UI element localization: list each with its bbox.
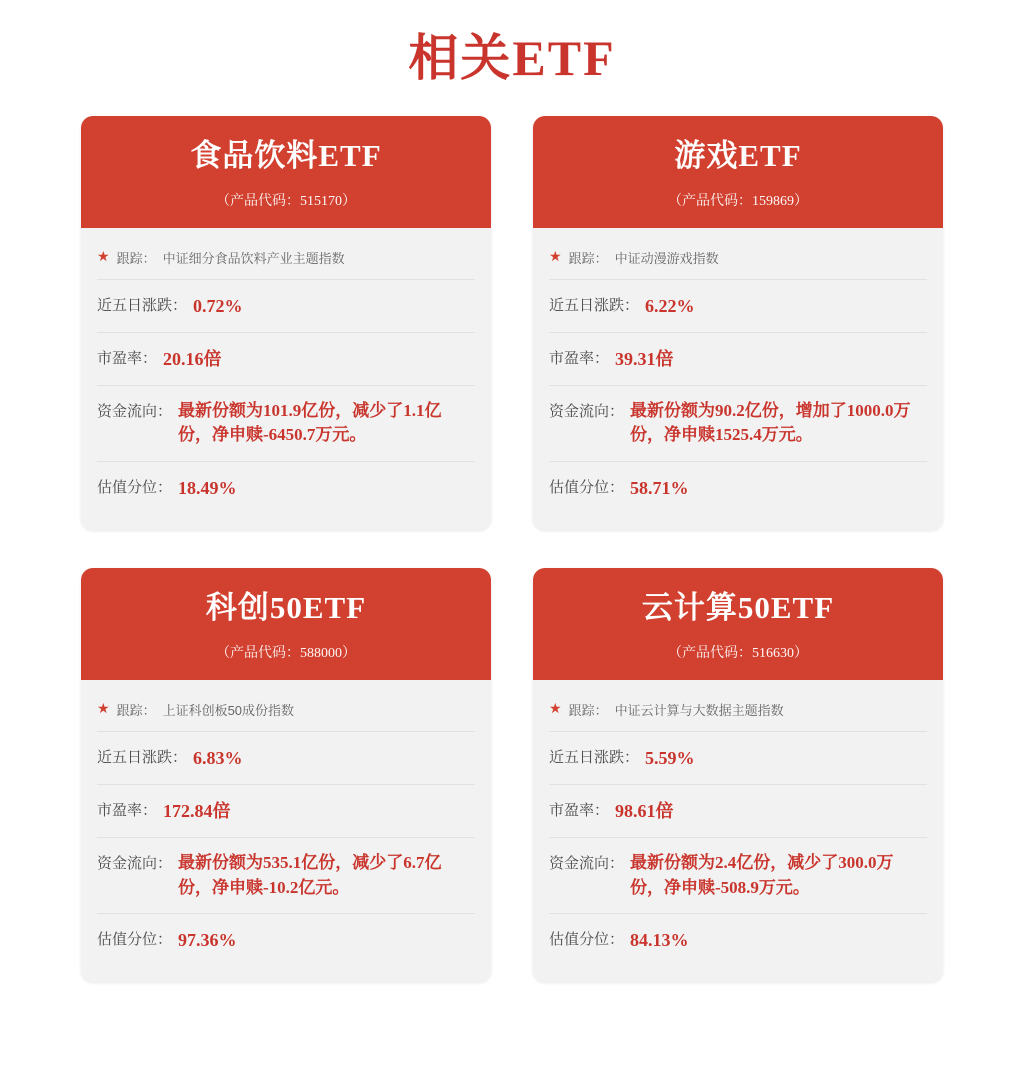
code-suffix: ） — [794, 193, 808, 209]
etf-flow-row — [97, 838, 475, 914]
star-icon: ★ — [97, 699, 110, 716]
flow-label: 资金流向： — [549, 402, 625, 420]
etf-name: 游戏ETF — [674, 138, 802, 173]
flow-label: 资金流向： — [97, 402, 173, 420]
code-suffix: ） — [342, 645, 356, 661]
valuation-label: 估值分位： — [97, 931, 173, 949]
code-value: 516630 — [752, 645, 794, 661]
change-value: 6.22% — [645, 295, 695, 316]
etf-name: 云计算50ETF — [641, 590, 835, 626]
etf-card-body — [533, 228, 943, 531]
etf-pe-row — [549, 785, 927, 838]
etf-valuation-row — [97, 462, 475, 514]
flow-value: 最新份额为2.4亿份，减少了300.0万份，净申赎-508.9万元。 — [630, 853, 894, 897]
etf-code — [91, 190, 481, 210]
etf-track-row — [97, 694, 475, 732]
pe-label: 市盈率： — [97, 349, 158, 367]
flow-value: 最新份额为535.1亿份，减少了6.7亿份，净申赎-10.2亿元。 — [178, 853, 442, 897]
code-prefix: （产品代码： — [668, 645, 752, 661]
code-value: 588000 — [300, 645, 342, 661]
etf-card-header — [81, 568, 491, 680]
valuation-value: 97.36% — [178, 930, 237, 951]
etf-name: 食品饮料ETF — [190, 138, 382, 173]
etf-change-row — [549, 280, 927, 333]
pe-label: 市盈率： — [549, 349, 610, 367]
etf-track-row — [549, 242, 927, 280]
etf-card[interactable] — [533, 116, 943, 530]
pe-value: 172.84倍 — [163, 800, 231, 821]
etf-valuation-row — [97, 914, 475, 966]
track-label: 跟踪： — [116, 250, 156, 266]
etf-valuation-row — [549, 914, 927, 966]
star-icon: ★ — [549, 699, 562, 716]
etf-card-body — [533, 680, 943, 983]
etf-valuation-row — [549, 462, 927, 514]
etf-change-row — [97, 280, 475, 333]
track-label: 跟踪： — [568, 702, 608, 718]
change-label: 近五日涨跌： — [97, 748, 188, 766]
etf-card-header — [533, 568, 943, 680]
valuation-value: 18.49% — [178, 478, 237, 499]
etf-card-body — [81, 228, 491, 531]
change-value: 5.59% — [645, 747, 695, 768]
code-suffix: ） — [342, 193, 356, 209]
etf-flow-row — [549, 838, 927, 914]
etf-change-row — [97, 732, 475, 785]
etf-card[interactable] — [81, 116, 491, 530]
valuation-value: 84.13% — [630, 930, 689, 951]
etf-card-header — [533, 116, 943, 228]
change-label: 近五日涨跌： — [549, 296, 640, 314]
etf-flow-row — [97, 386, 475, 462]
change-label: 近五日涨跌： — [97, 296, 188, 314]
etf-track-row — [97, 242, 475, 280]
code-prefix: （产品代码： — [216, 645, 300, 661]
etf-track-row — [549, 694, 927, 732]
flow-label: 资金流向： — [97, 855, 173, 873]
change-value: 0.72% — [193, 295, 243, 316]
etf-pe-row — [97, 785, 475, 838]
etf-card[interactable] — [81, 568, 491, 982]
etf-card-body — [81, 680, 491, 983]
code-value: 159869 — [752, 193, 794, 209]
etf-pe-row — [97, 333, 475, 386]
etf-pe-row — [549, 333, 927, 386]
etf-card[interactable] — [533, 568, 943, 982]
track-value: 上证科创板50成份指数 — [162, 702, 295, 718]
track-value: 中证云计算与大数据主题指数 — [614, 702, 784, 718]
etf-code — [91, 642, 481, 662]
change-label: 近五日涨跌： — [549, 748, 640, 766]
etf-flow-row — [549, 386, 927, 462]
code-prefix: （产品代码： — [668, 193, 752, 209]
valuation-label: 估值分位： — [549, 931, 625, 949]
flow-label: 资金流向： — [549, 855, 625, 873]
valuation-label: 估值分位： — [549, 479, 625, 497]
pe-label: 市盈率： — [97, 801, 158, 819]
valuation-label: 估值分位： — [97, 479, 173, 497]
valuation-value: 58.71% — [630, 478, 689, 499]
etf-code — [543, 190, 933, 210]
pe-label: 市盈率： — [549, 801, 610, 819]
page-title: 相关ETF — [408, 30, 616, 86]
track-value: 中证动漫游戏指数 — [614, 250, 719, 266]
etf-code — [543, 642, 933, 662]
etf-card-grid — [0, 116, 1024, 982]
code-value: 515170 — [300, 193, 342, 209]
track-label: 跟踪： — [116, 702, 156, 718]
etf-card-header — [81, 116, 491, 228]
track-label: 跟踪： — [568, 250, 608, 266]
code-prefix: （产品代码： — [216, 193, 300, 209]
code-suffix: ） — [794, 645, 808, 661]
pe-value: 98.61倍 — [615, 800, 674, 821]
track-value: 中证细分食品饮料产业主题指数 — [162, 250, 345, 266]
star-icon: ★ — [97, 247, 110, 264]
flow-value: 最新份额为90.2亿份，增加了1000.0万份，净申赎1525.4万元。 — [630, 400, 911, 445]
star-icon: ★ — [549, 247, 562, 264]
etf-change-row — [549, 732, 927, 785]
etf-name: 科创50ETF — [205, 590, 367, 626]
flow-value: 最新份额为101.9亿份，减少了1.1亿份，净申赎-6450.7万元。 — [178, 400, 442, 445]
change-value: 6.83% — [193, 747, 243, 768]
pe-value: 20.16倍 — [163, 348, 222, 369]
pe-value: 39.31倍 — [615, 348, 674, 369]
